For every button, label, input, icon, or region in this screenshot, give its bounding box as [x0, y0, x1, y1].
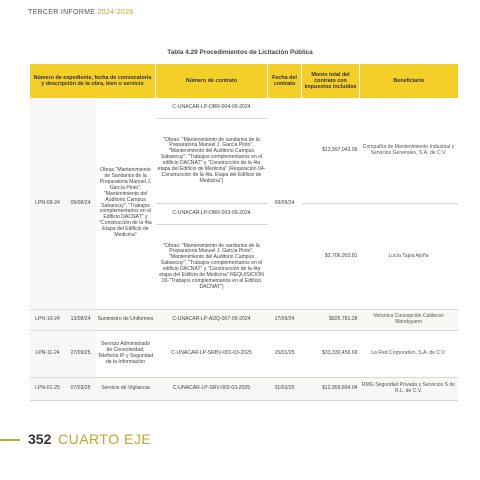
col-header-contrato: Número de contrato	[156, 64, 268, 98]
licitacion-table	[29, 64, 458, 401]
col-header-expediente: Número de expediente, fecha de convocatoria y descripción de la obra, bien o servicio	[30, 64, 156, 98]
table-caption: Tabla 4.29 Procedimientos de Licitación Pública	[167, 49, 313, 56]
section-title: CUARTO EJE	[58, 431, 152, 447]
page-number: 352	[28, 431, 52, 447]
footer-accent-bar	[0, 439, 20, 441]
report-header	[28, 9, 134, 16]
cell-expediente: LPN-10-24	[30, 310, 66, 331]
cell-descripcion: Servicio Administrado de Conectividad, Telefonía IP y Seguridad de la Información	[96, 331, 156, 378]
cell-monto: $13,997,043.95	[302, 98, 360, 204]
cell-obras-description: "Obras: "Mantenimiento de sanitarios de la Preparatoria Manuel J. García Pinto", "Mantenimiento del Auditorio Campus Sabancuy", "Trabajos complementarios en el edificio DACNAT" y "Construcción de la 4ta etapa del Edificio de Medicina" (Requisición 04-Construcción de la 4ta. Etapa del Edificio de Medicina")	[156, 119, 268, 204]
cell-fecha-contrato: 31/03/25	[268, 378, 302, 401]
cell-monto: $825,781.28	[302, 310, 360, 331]
table-row	[30, 378, 458, 401]
cell-fecha-contrato: 09/09/24	[268, 98, 302, 310]
cell-beneficiario: Lucía Tapia Ajoña	[360, 204, 458, 310]
cell-expediente: LPN-09-24	[30, 98, 66, 310]
cell-obras-description: "Obras: "Mantenimiento de sanitarios de la Preparatoria Manuel J. García Pinto", "Mantenimiento del Auditorio Campus Sabancuy", "Trabajos complementarios en el edificio DACNAT" y "Construcción de la 4ta etapa del Edificio de Medicina" REQUISICIÓN 03-"Trabajos complementarios en el Edificio DACNAT")	[156, 225, 268, 310]
cell-monto: $2,706,953.81	[302, 204, 360, 310]
page-footer	[0, 430, 160, 452]
cell-contrato: C-UNACAR-LP-ADQ-007-09-2024	[156, 310, 268, 331]
cell-descripcion: Obras "Mantenimiento de Sanitarios de la Preparatoria Manuel J. García Pinto", "Mantenimiento del Auditorio Campus Sabancuy", "Trabajos complementarios en el Edificio DACNAT" y "Construcción de la 4ta Etapa del Edificio de Medicina"	[96, 98, 156, 310]
cell-expediente: LPN-11-24	[30, 331, 66, 378]
cell-fecha-convocatoria: 13/08/24	[66, 310, 96, 331]
cell-contrato: C-UNACAR-LP-OBR-004-09-2024	[156, 98, 268, 119]
col-header-beneficiario: Beneficiario	[360, 64, 458, 98]
cell-monto: $33,330,456.69	[302, 331, 360, 378]
cell-contrato: C-UNACAR-LP-OBR-003-09-2024	[156, 204, 268, 225]
cell-fecha-convocatoria: 09/08/24	[66, 98, 96, 310]
cell-contrato: C-UNACAR-LP-SRV-002-03-2025	[156, 378, 268, 401]
report-header-years: 2024-2026	[97, 9, 134, 16]
cell-beneficiario: Veronica Concepción Calderon Manduyano	[360, 310, 458, 331]
cell-beneficiario: RMG Seguridad Privada y Servicios S de R.L. de C.V.	[360, 378, 458, 401]
cell-descripcion: Servicio de Vigilancia	[96, 378, 156, 401]
cell-contrato: C-UNACAR-LP-SRBV-001-03-2025	[156, 331, 268, 378]
cell-descripcion: Suministro de Uniformes	[96, 310, 156, 331]
table-header-row	[30, 64, 458, 98]
cell-fecha-contrato: 17/09/24	[268, 310, 302, 331]
cell-beneficiario: Compañía de Mantenimiento Industrial y Servicios Generales, S.A. de C.V.	[360, 98, 458, 204]
cell-fecha-contrato: 15/01/25	[268, 331, 302, 378]
col-header-fecha: Fecha del contrato	[268, 64, 302, 98]
cell-fecha-convocatoria: 27/09/25	[66, 331, 96, 378]
table-row	[30, 310, 458, 331]
report-header-prefix: TERCER INFORME	[28, 9, 96, 16]
cell-expediente: LPN-01-25	[30, 378, 66, 401]
table-row	[30, 331, 458, 378]
col-header-monto: Monto total del contrato con impuestos incluidos	[302, 64, 360, 98]
cell-monto: $12,959,894.04	[302, 378, 360, 401]
cell-fecha-convocatoria: 07/03/25	[66, 378, 96, 401]
table-row	[30, 98, 458, 119]
cell-beneficiario: La Red Corporativo, S.A. de C.V.	[360, 331, 458, 378]
